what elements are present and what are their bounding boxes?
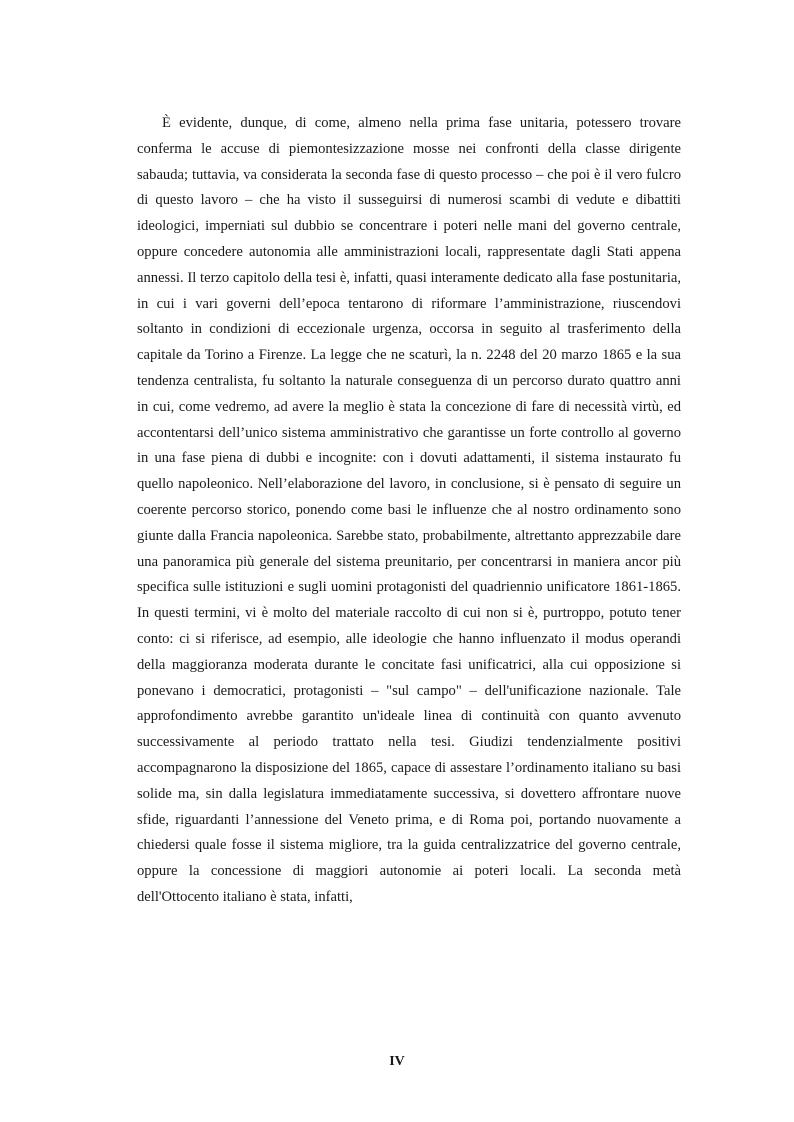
page-number: IV xyxy=(389,1054,405,1069)
body-paragraph: È evidente, dunque, di come, almeno nella prima fase unitaria, potessero trovare conferma le accuse di piemontesizzazione mosse nei confronti della classe dirigente sabauda; tuttavia, va considerata la seconda fase di questo processo – che poi è il vero fulcro di questo lavoro – che ha visto il susseguirsi di numerosi scambi di vedute e dibattiti ideologici, imperniati sul dubbio se concentrare i poteri nelle mani del governo centrale, oppure concedere autonomia alle amministrazioni locali, rappresentate dagli Stati appena annessi. Il terzo capitolo della tesi è, infatti, quasi interamente dedicato alla fase postunitaria, in cui i vari governi dell’epoca tentarono di riformare l’amministrazione, riuscendovi soltanto in condizioni di eccezionale urgenza, occorsa in seguito al trasferimento della capitale da Torino a Firenze. La legge che ne scaturì, la n. 2248 del 20 marzo 1865 e la sua tendenza centralista, fu soltanto la naturale conseguenza di un percorso durato quattro anni in cui, come vedremo, ad avere la meglio è stata la concezione di fare di necessità virtù, ed accontentarsi dell’unico sistema amministrativo che garantisse un forte controllo al governo in una fase piena di dubbi e incognite: con i dovuti adattamenti, il sistema instaurato fu quello napoleonico. Nell’elaborazione del lavoro, in conclusione, si è pensato di seguire un coerente percorso storico, ponendo come basi le influenze che al nostro ordinamento sono giunte dalla Francia napoleonica. Sarebbe stato, probabilmente, altrettanto apprezzabile dare una panoramica più generale del sistema preunitario, per concentrarsi in maniera ancor più specifica sulle istituzioni e sugli uomini protagonisti del quadriennio unificatore 1861-1865. In questi termini, vi è molto del materiale raccolto di cui non si è, purtroppo, potuto tener conto: ci si riferisce, ad esempio, alle ideologie che hanno influenzato il modus operandi della maggioranza moderata durante le concitate fasi unificatrici, alla cui opposizione si ponevano i democratici, protagonisti – "sul campo" – dell'unificazione nazionale. Tale approfondimento avrebbe garantito un'ideale linea di continuità con quanto avvenuto successivamente al periodo trattato nella tesi. Giudizi tendenzialmente positivi accompagnarono la disposizione del 1865, capace di assestare l’ordinamento italiano su basi solide ma, sin dalla legislatura immediatamente successiva, si dovettero affrontare nuove sfide, riguardanti l’annessione del Veneto prima, e di Roma poi, portando nuovamente a chiedersi quale fosse il sistema migliore, tra la guida centralizzatrice del governo centrale, oppure la concessione di maggiori autonomie ai poteri locali. La seconda metà dell'Ottocento italiano è stata, infatti, xyxy=(137,115,681,905)
